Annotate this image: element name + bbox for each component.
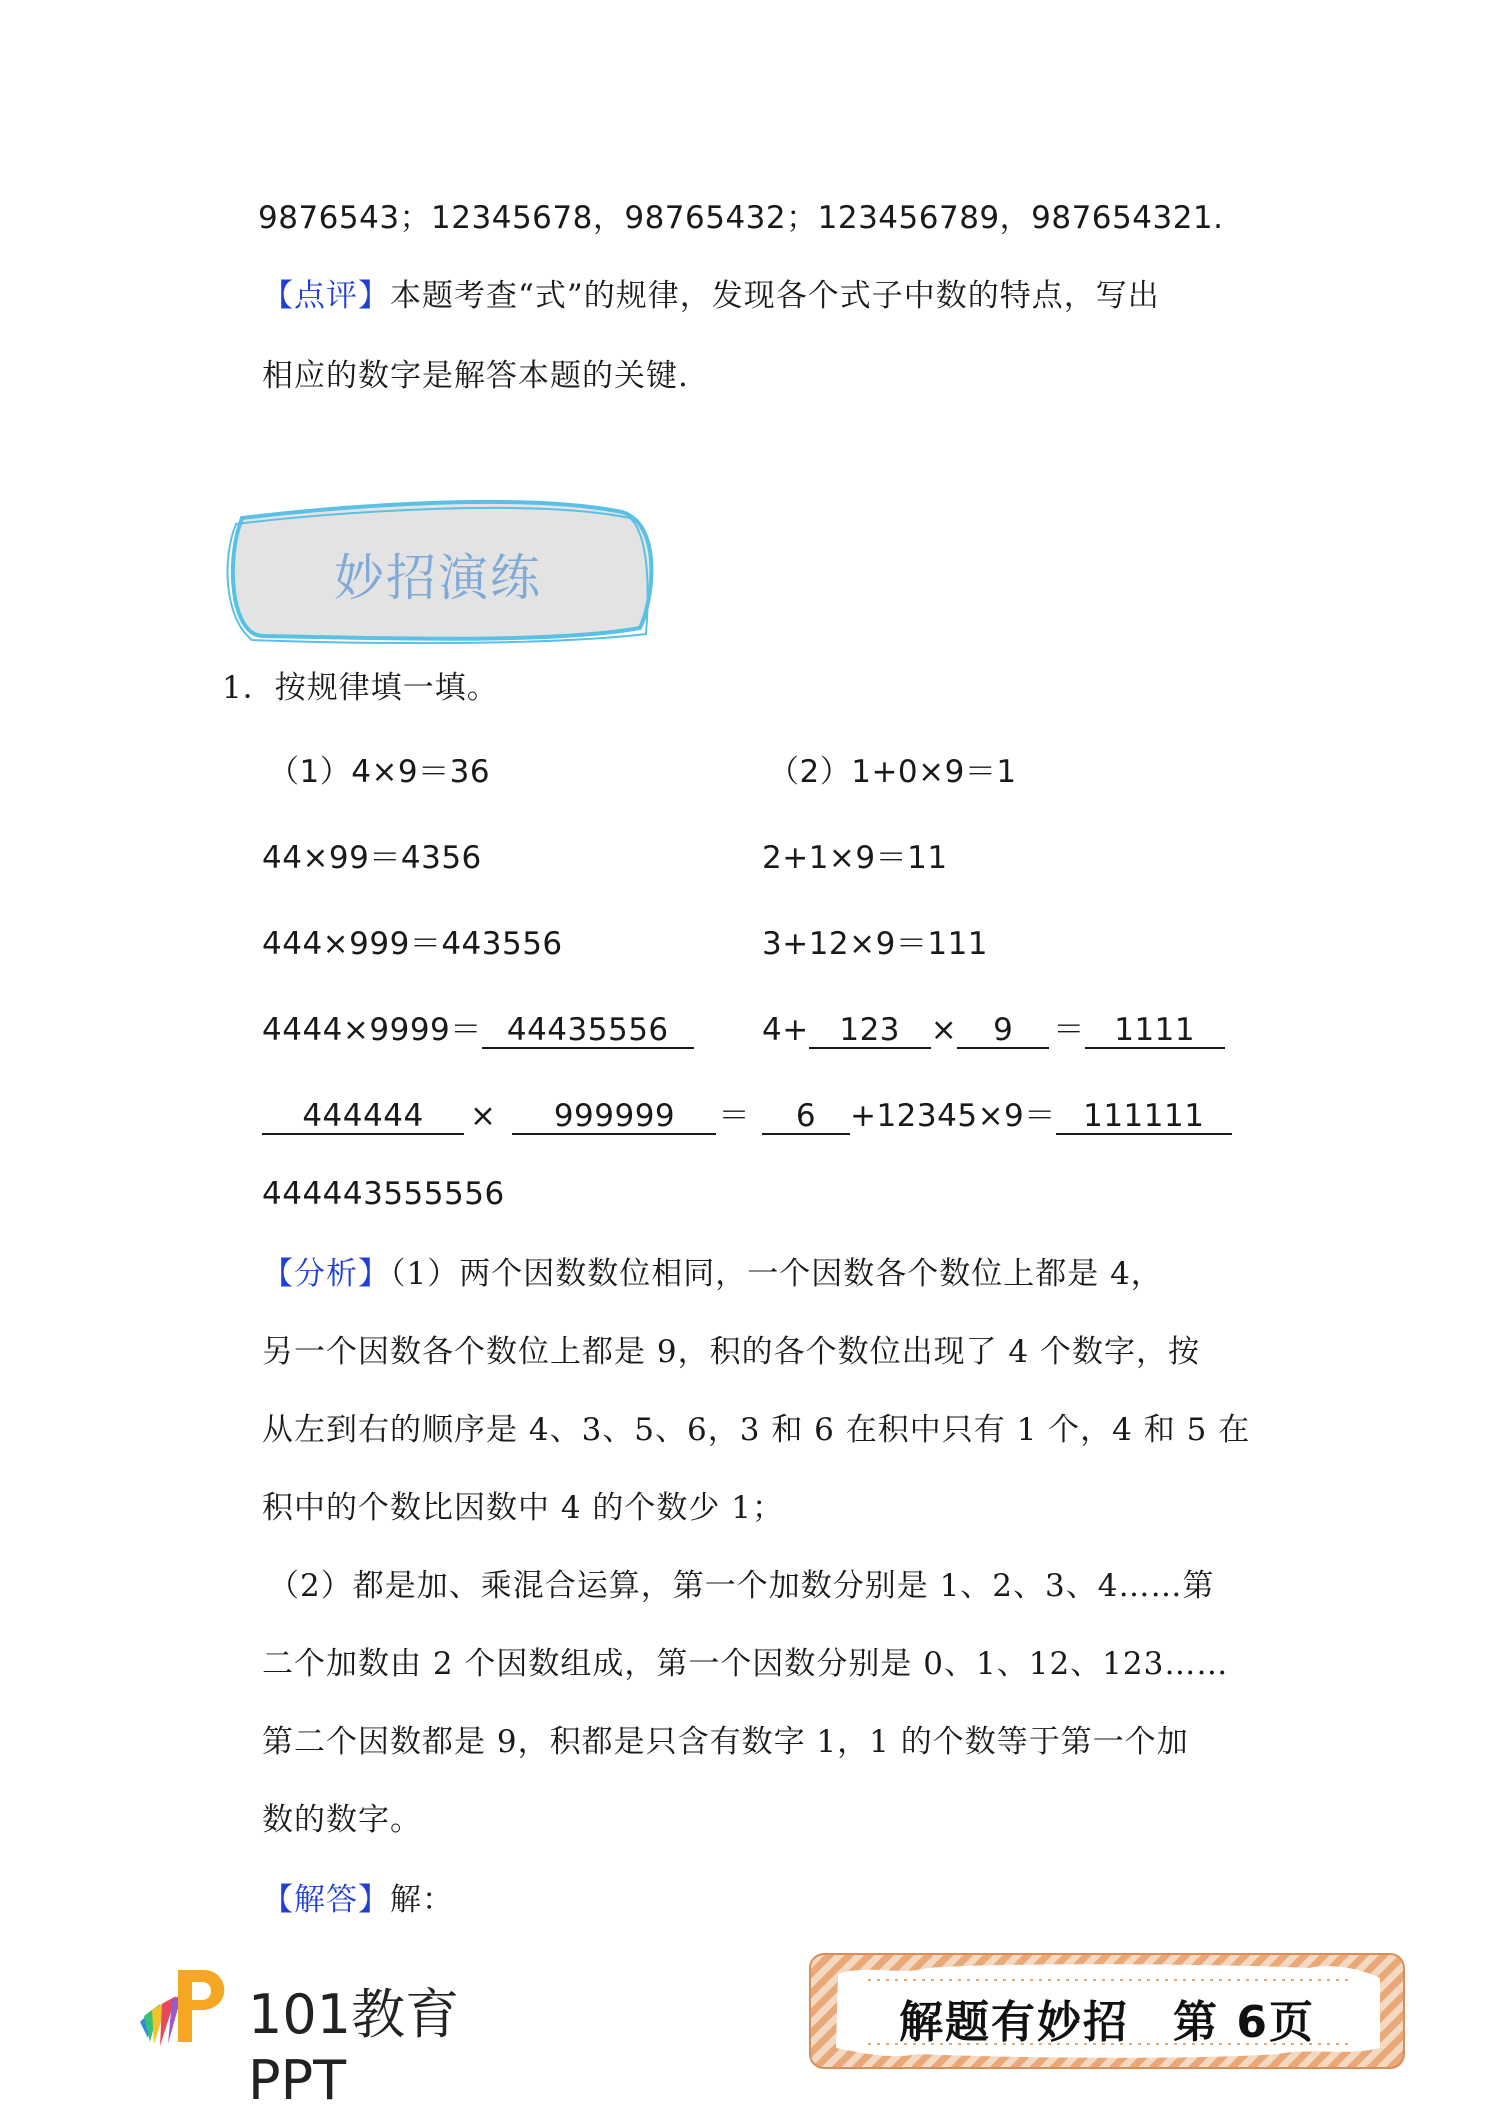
- brand-logo: [138, 1960, 538, 2112]
- brand-logo-text: 101教育PPT: [248, 1983, 460, 2112]
- comment-tag: 【点评】: [262, 278, 390, 314]
- badge-text: [808, 1986, 1406, 2050]
- analysis-text: 另一个因数各个数位上都是 9，积的各个数位出现了 4 个数字，按: [262, 1334, 1201, 1370]
- equation-left-1: （1）4×9＝36: [268, 754, 491, 790]
- equation-right-1: （2）1+0×9＝1: [768, 754, 1017, 790]
- equation-right-4-prefix: 4+: [762, 1012, 809, 1048]
- analysis-text: 第二个因数都是 9，积都是只含有数字 1，1 的个数等于第一个加: [262, 1724, 1189, 1760]
- equation-left-3: 444×999＝443556: [262, 926, 563, 962]
- answer-blank: 123: [809, 1013, 931, 1049]
- equation-right-2: 2+1×9＝11: [762, 840, 948, 876]
- equation-row-5-middle: +12345×9＝: [849, 1098, 1056, 1134]
- comment-text-continued: 相应的数字是解答本题的关键.: [262, 358, 689, 394]
- answer-paragraph: [262, 1880, 454, 1920]
- analysis-tag: 【分析】: [262, 1256, 390, 1292]
- brand-p-icon: [138, 1960, 238, 2050]
- times-sign: ×: [930, 1012, 958, 1048]
- answer-blank: 44435556: [482, 1013, 694, 1049]
- answer-tag: 【解答】: [262, 1882, 390, 1918]
- equation-left-2: 44×99＝4356: [262, 840, 482, 876]
- analysis-text: 积中的个数比因数中 4 的个数少 1；: [262, 1490, 785, 1526]
- equation-right-3: 3+12×9＝111: [762, 926, 989, 962]
- answer-text: 解：: [390, 1882, 454, 1918]
- comment-paragraph: [262, 276, 1160, 316]
- badge-title: 解题有妙招: [899, 1997, 1130, 2048]
- answer-blank: 999999: [512, 1099, 716, 1135]
- analysis-paragraph: [262, 1254, 1163, 1294]
- answer-blank: 1111: [1085, 1013, 1225, 1049]
- equation-row-5: [262, 1096, 1232, 1136]
- page-number: 第 6页: [1173, 1997, 1315, 2048]
- analysis-text: 数的数字。: [262, 1802, 422, 1838]
- answer-blank: 111111: [1056, 1099, 1232, 1135]
- equation-left-4-prefix: 4444×9999＝: [262, 1012, 482, 1048]
- times-sign: ×: [470, 1098, 497, 1134]
- equation-row-6: 444443555556: [262, 1176, 505, 1212]
- analysis-text: （2）都是加、乘混合运算，第一个加数分别是 1、2、3、4……第: [268, 1568, 1215, 1604]
- analysis-text: 二个加数由 2 个因数组成，第一个因数分别是 0、1、12、123……: [262, 1646, 1229, 1682]
- comment-text: 本题考查“式”的规律，发现各个式子中数的特点，写出: [390, 278, 1160, 314]
- equation-left-4: [262, 1010, 694, 1050]
- equals-sign: ＝: [1053, 1012, 1085, 1048]
- text-line: 9876543；12345678，98765432；123456789，987654321.: [258, 200, 1224, 236]
- equals-sign: ＝: [718, 1098, 750, 1134]
- page-badge: [808, 1952, 1406, 2070]
- section-heading: [222, 498, 654, 646]
- question-title: 1．按规律填一填。: [222, 670, 499, 706]
- answer-blank: 444444: [262, 1099, 464, 1135]
- equation-right-4: [762, 1010, 1225, 1050]
- analysis-text: 从左到右的顺序是 4、3、5、6，3 和 6 在积中只有 1 个，4 和 5 在: [262, 1412, 1251, 1448]
- answer-blank: 9: [957, 1013, 1049, 1049]
- analysis-text: （1）两个因数数位相同，一个因数各个数位上都是 4，: [390, 1256, 1163, 1292]
- section-heading-text: 妙招演练: [334, 549, 542, 607]
- answer-blank: 6: [762, 1099, 850, 1135]
